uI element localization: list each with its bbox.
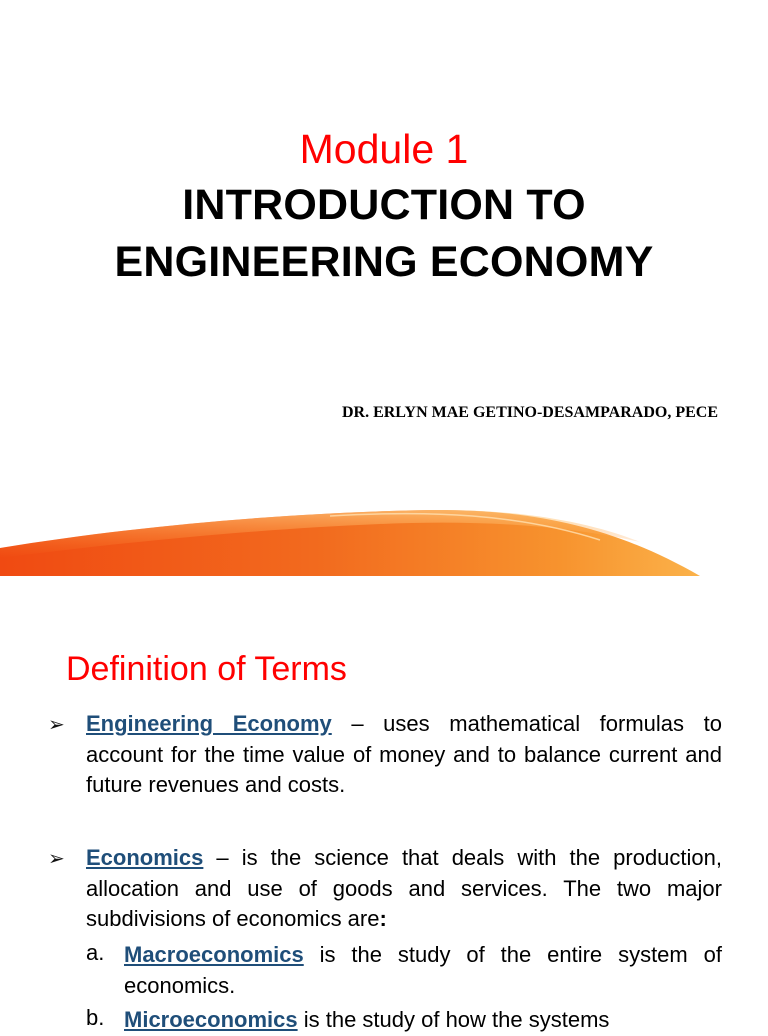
definition-text: – uses mathematical formulas to account for the time value of money and to balance current and future revenues and costs. [86, 711, 722, 797]
definition-microeconomics [124, 1005, 722, 1036]
orange-swoosh-decoration [0, 500, 768, 578]
term-macroeconomics: Macroeconomics [124, 942, 304, 967]
bullet-arrow-icon: ➢ [48, 848, 65, 870]
definition-engineering-economy [86, 709, 722, 801]
title-line-2: ENGINEERING ECONOMY [114, 238, 654, 286]
title-line-1: INTRODUCTION TO [182, 181, 586, 229]
bullet-arrow-icon: ➢ [48, 714, 65, 736]
term-engineering-economy: Engineering Economy [86, 711, 332, 736]
section-heading: Definition of Terms [66, 650, 347, 688]
author-name: DR. ERLYN MAE GETINO-DESAMPARADO, PECE [341, 404, 718, 421]
definition-colon: : [379, 906, 387, 931]
sub-item-letter: b. [86, 1005, 105, 1030]
sub-item-letter: a. [86, 940, 105, 965]
definition-economics [86, 843, 722, 935]
term-microeconomics: Microeconomics [124, 1007, 298, 1032]
term-economics: Economics [86, 845, 204, 870]
slide-separator [0, 578, 768, 590]
module-label: Module 1 [299, 126, 469, 172]
definition-text: – is the science that deals with the production, allocation and use of goods and services. The two major subdivisions of economics are [86, 845, 722, 931]
definition-macroeconomics [124, 940, 722, 1001]
definition-text: is the study of the entire system of economics. [124, 942, 722, 998]
definition-text: is the study of how the systems [297, 1007, 610, 1032]
